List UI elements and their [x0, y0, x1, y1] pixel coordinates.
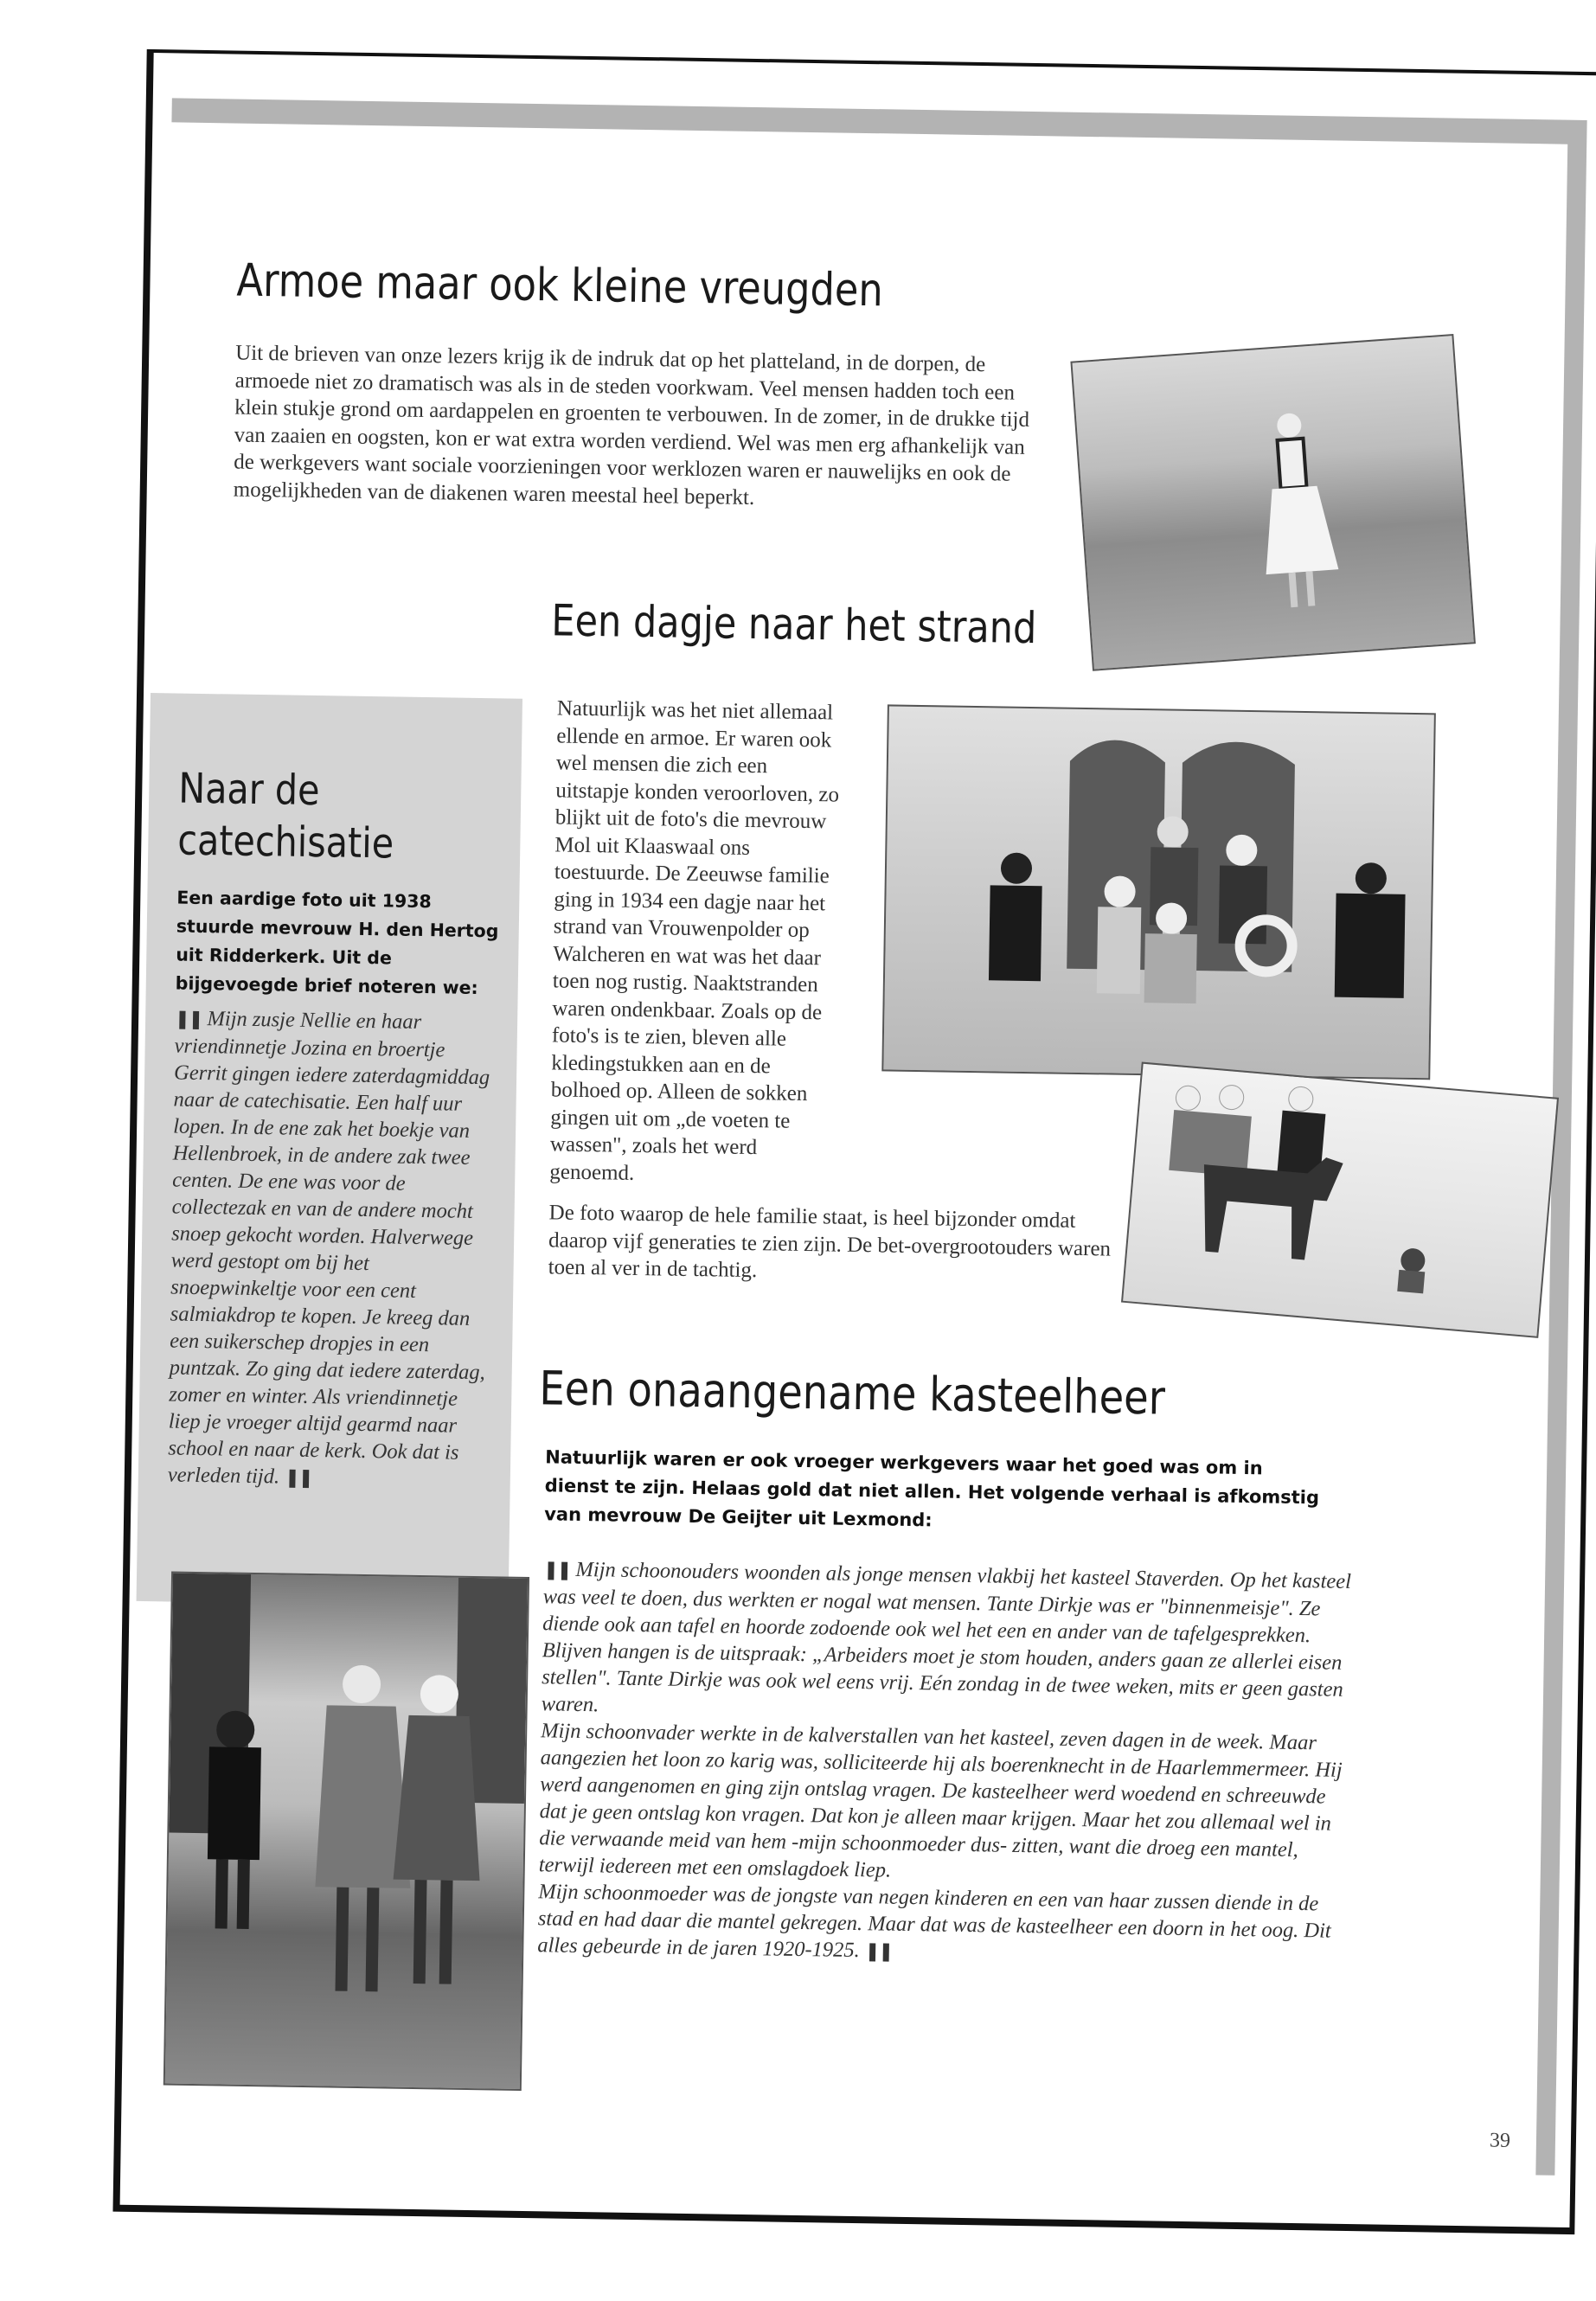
quote-close-mark: ❚❚ — [864, 1940, 893, 1962]
strand-title: Een dagje naar het strand — [550, 595, 1037, 654]
catechisatie-title — [177, 763, 395, 870]
kasteel-quote — [537, 1555, 1356, 1972]
catechisatie-title-line1: Naar de — [177, 764, 320, 816]
armoe-paragraph: Uit de brieven van onze lezers krijg ik de indruk dat op het platteland, in de dorpen, de armoede niet zo dramatisch was als in de steden voorkwam. Veel mensen hadden toch een klein stukje grond om aardappelen en groenten te verbouwen. In de zomer, in de drukke tijd van zaaien en oogsten, kon er wat extra worden verdiend. Wel was men erg afhankelijk van de werkgevers want sociale voorzieningen voor werklozen waren er nauwelijks en ook de mogelijkheden van de diakenen waren meestal heel beperkt. — [233, 341, 1030, 510]
strand-paragraph-part — [549, 695, 843, 1189]
quote-open-mark: ❚❚ — [543, 1559, 571, 1580]
family-beach-photo — [881, 704, 1436, 1080]
donkey-beach-illustration — [1123, 1064, 1557, 1336]
beach-woman-photo — [1070, 334, 1476, 671]
street-children-illustration — [165, 1574, 528, 2089]
catechisatie-quote — [168, 1005, 496, 1495]
kasteel-quote-p2: Mijn schoonvader werkte in de kalverstallen van het kasteel, zeven dagen in de week. Maar aangezien het loon zo karig was, solliciteerde hij als boerenknecht in de Haarlemmermeer. Hij werd aangenomen en ging zijn ontslag vragen. De kasteelheer werd woedend en schreeuwde dat je geen ontslag kon vragen. Dat kon je alleen maar krijgen. Maar het zou allemaal wel in die verwaande meid van hem -mijn schoonmoeder dus- zitten, want die droeg een mantel, terwijl iedereen met een omslagdoek liep. — [538, 1719, 1343, 1882]
catechisatie-lead: Een aardige foto uit 1938 stuurde mevrouw H. den Hertog uit Ridderkerk. Uit de bijgevoegde brief noteren we: — [175, 887, 499, 999]
page-number: 39 — [1489, 2129, 1511, 2152]
kasteel-quote-p3-text: Mijn schoonmoeder was de jongste van negen kinderen en een van haar zussen diende in de stad en had daar die mantel gekregen. Maar dat was de kasteelheer een doorn in het oog. Dit alles gebeurde in de jaren 1920-1925. — [537, 1880, 1331, 1963]
quote-close-mark: ❚❚ — [285, 1466, 312, 1489]
street-children-photo — [163, 1572, 529, 2091]
catechisatie-quote-text: Mijn zusje Nellie en haar vriendinnetje Jozina en broertje Gerrit gingen iedere zaterdagmiddag naar de catechisatie. Een half uur lopen. In de ene zak het boekje van Hellenbroek, in de andere zak twee centen. De ene was voor de collectezak en van de andere mocht snoep gekocht worden. Halverwege werd gestopt om bij het snoepwinkeltje voor een cent salmiakdrop te kopen. Je kreeg dan een suikerschep dropjes in een puntzak. Zo ging dat iedere zaterdag, zomer en winter. Als vriendinnetje liep je vroeger altijd gearmd naar school en naar de kerk. Ook dat is verleden tijd. — [167, 1007, 490, 1489]
strand-paragraph1: Natuurlijk was het niet allemaal ellende en armoe. Er waren ook wel mensen die zich een uitstapje konden veroorloven, zo blijkt uit de foto's die mevrouw Mol uit Klaaswaal ons toestuurde. De Zeeuwse familie ging in 1934 een dagje naar het strand van Vrouwenpolder op Walcheren en wat was het daar toen nog rustig. Naaktstranden waren ondenkbaar. Zoals op de foto's is te zien, bleven alle kledingstukken aan en de bolhoed op. Alleen de sokken gingen uit om „de voeten te wassen", zoals het werd genoemd. — [549, 696, 840, 1185]
kasteel-lead: Natuurlijk waren er ook vroeger werkgevers waar het goed was om in dienst te zijn. Helaas gold dat niet allen. Het volgende verhaal is afkomstig van mevrouw De Geijter uit Lexmond: — [544, 1446, 1320, 1531]
kasteel-quote-p3 — [537, 1878, 1351, 1972]
family-beach-illustration — [883, 706, 1434, 1078]
quote-open-mark: ❚❚ — [174, 1008, 202, 1030]
strand-paragraph2: De foto waarop de hele familie staat, is heel bijzonder omdat daarop vijf generaties te zien zijn. De bet-overgrootouders waren toen al ver in de tachtig. — [548, 1201, 1112, 1283]
donkey-beach-photo — [1121, 1062, 1559, 1338]
armoe-title: Armoe maar ook kleine vreugden — [236, 254, 884, 317]
catechisatie-title-line2: catechisatie — [176, 816, 394, 868]
kasteel-title: Een onaangename kasteelheer — [538, 1361, 1166, 1426]
magazine-page — [112, 49, 1596, 2234]
beach-woman-illustration — [1073, 336, 1474, 670]
kasteel-quote-p1 — [542, 1555, 1357, 1730]
kasteel-quote-p1-text: Mijn schoonouders woonden als jonge mensen vlakbij het kasteel Staverden. Op het kasteel was veel te doen, dus werkten er nogal wat mensen. Tante Dirkje was er "binnenmeisje". Ze diende ook aan tafel en hoorde zodoende ook wel het een en ander van de tafelgesprekken. Blijven hangen is de uitspraak: „Arbeiders moet je stom houden, anders gaan ze allerlei eisen stellen". Tante Dirkje was ook wel eens vrij. Eén zondag in de twee weken, mits er geen gasten waren. — [541, 1557, 1352, 1717]
